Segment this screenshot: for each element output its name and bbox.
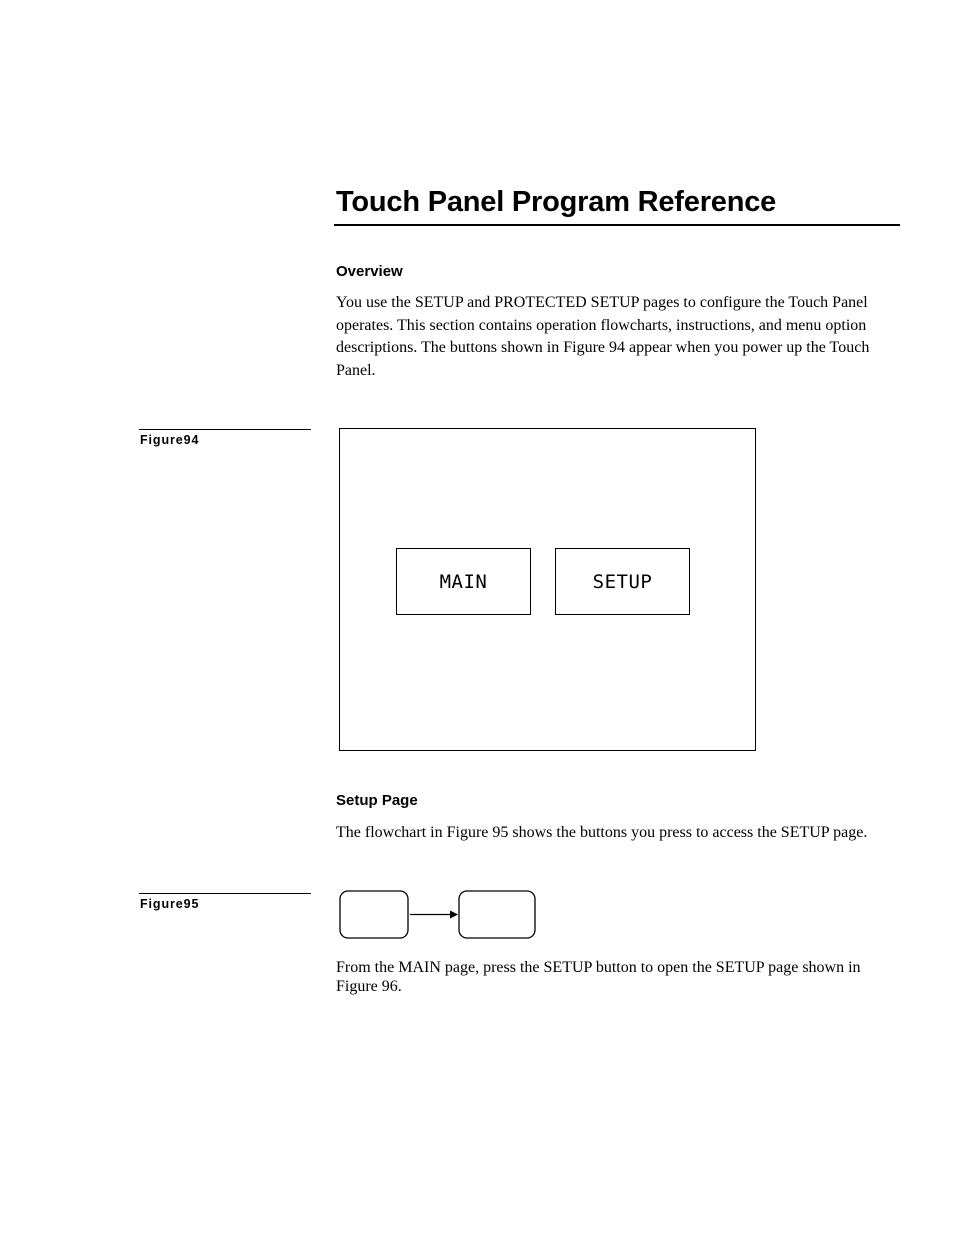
- setup-page-heading: Setup Page: [336, 792, 418, 809]
- flowchart-node-setup: [459, 891, 535, 938]
- title-rule: [334, 224, 900, 226]
- main-to-setup-paragraph: From the MAIN page, press the SETUP button to open the SETUP page shown in Figure 96.: [336, 959, 861, 995]
- setup-page-paragraph: The flowchart in Figure 95 shows the buttons you press to access the SETUP page.: [336, 824, 868, 841]
- figure-94-label: Figure94: [140, 433, 200, 447]
- page-title: Touch Panel Program Reference: [336, 186, 777, 218]
- flowchart-node-main: [340, 891, 408, 938]
- figure-95-label: Figure95: [140, 897, 200, 911]
- overview-heading: Overview: [336, 263, 403, 280]
- figure-95-rule: [139, 893, 311, 894]
- setup-flowchart: [338, 889, 540, 943]
- main-button[interactable]: MAIN: [396, 548, 531, 615]
- setup-button[interactable]: SETUP: [555, 548, 690, 615]
- overview-paragraph: You use the SETUP and PROTECTED SETUP pages to configure the Touch Panel operates. This section contains operation flowcharts, instructions, and menu option descriptions. The buttons shown in Figure 94 appear when you power up the Touch Panel.: [336, 294, 870, 379]
- figure-94-rule: [139, 429, 311, 430]
